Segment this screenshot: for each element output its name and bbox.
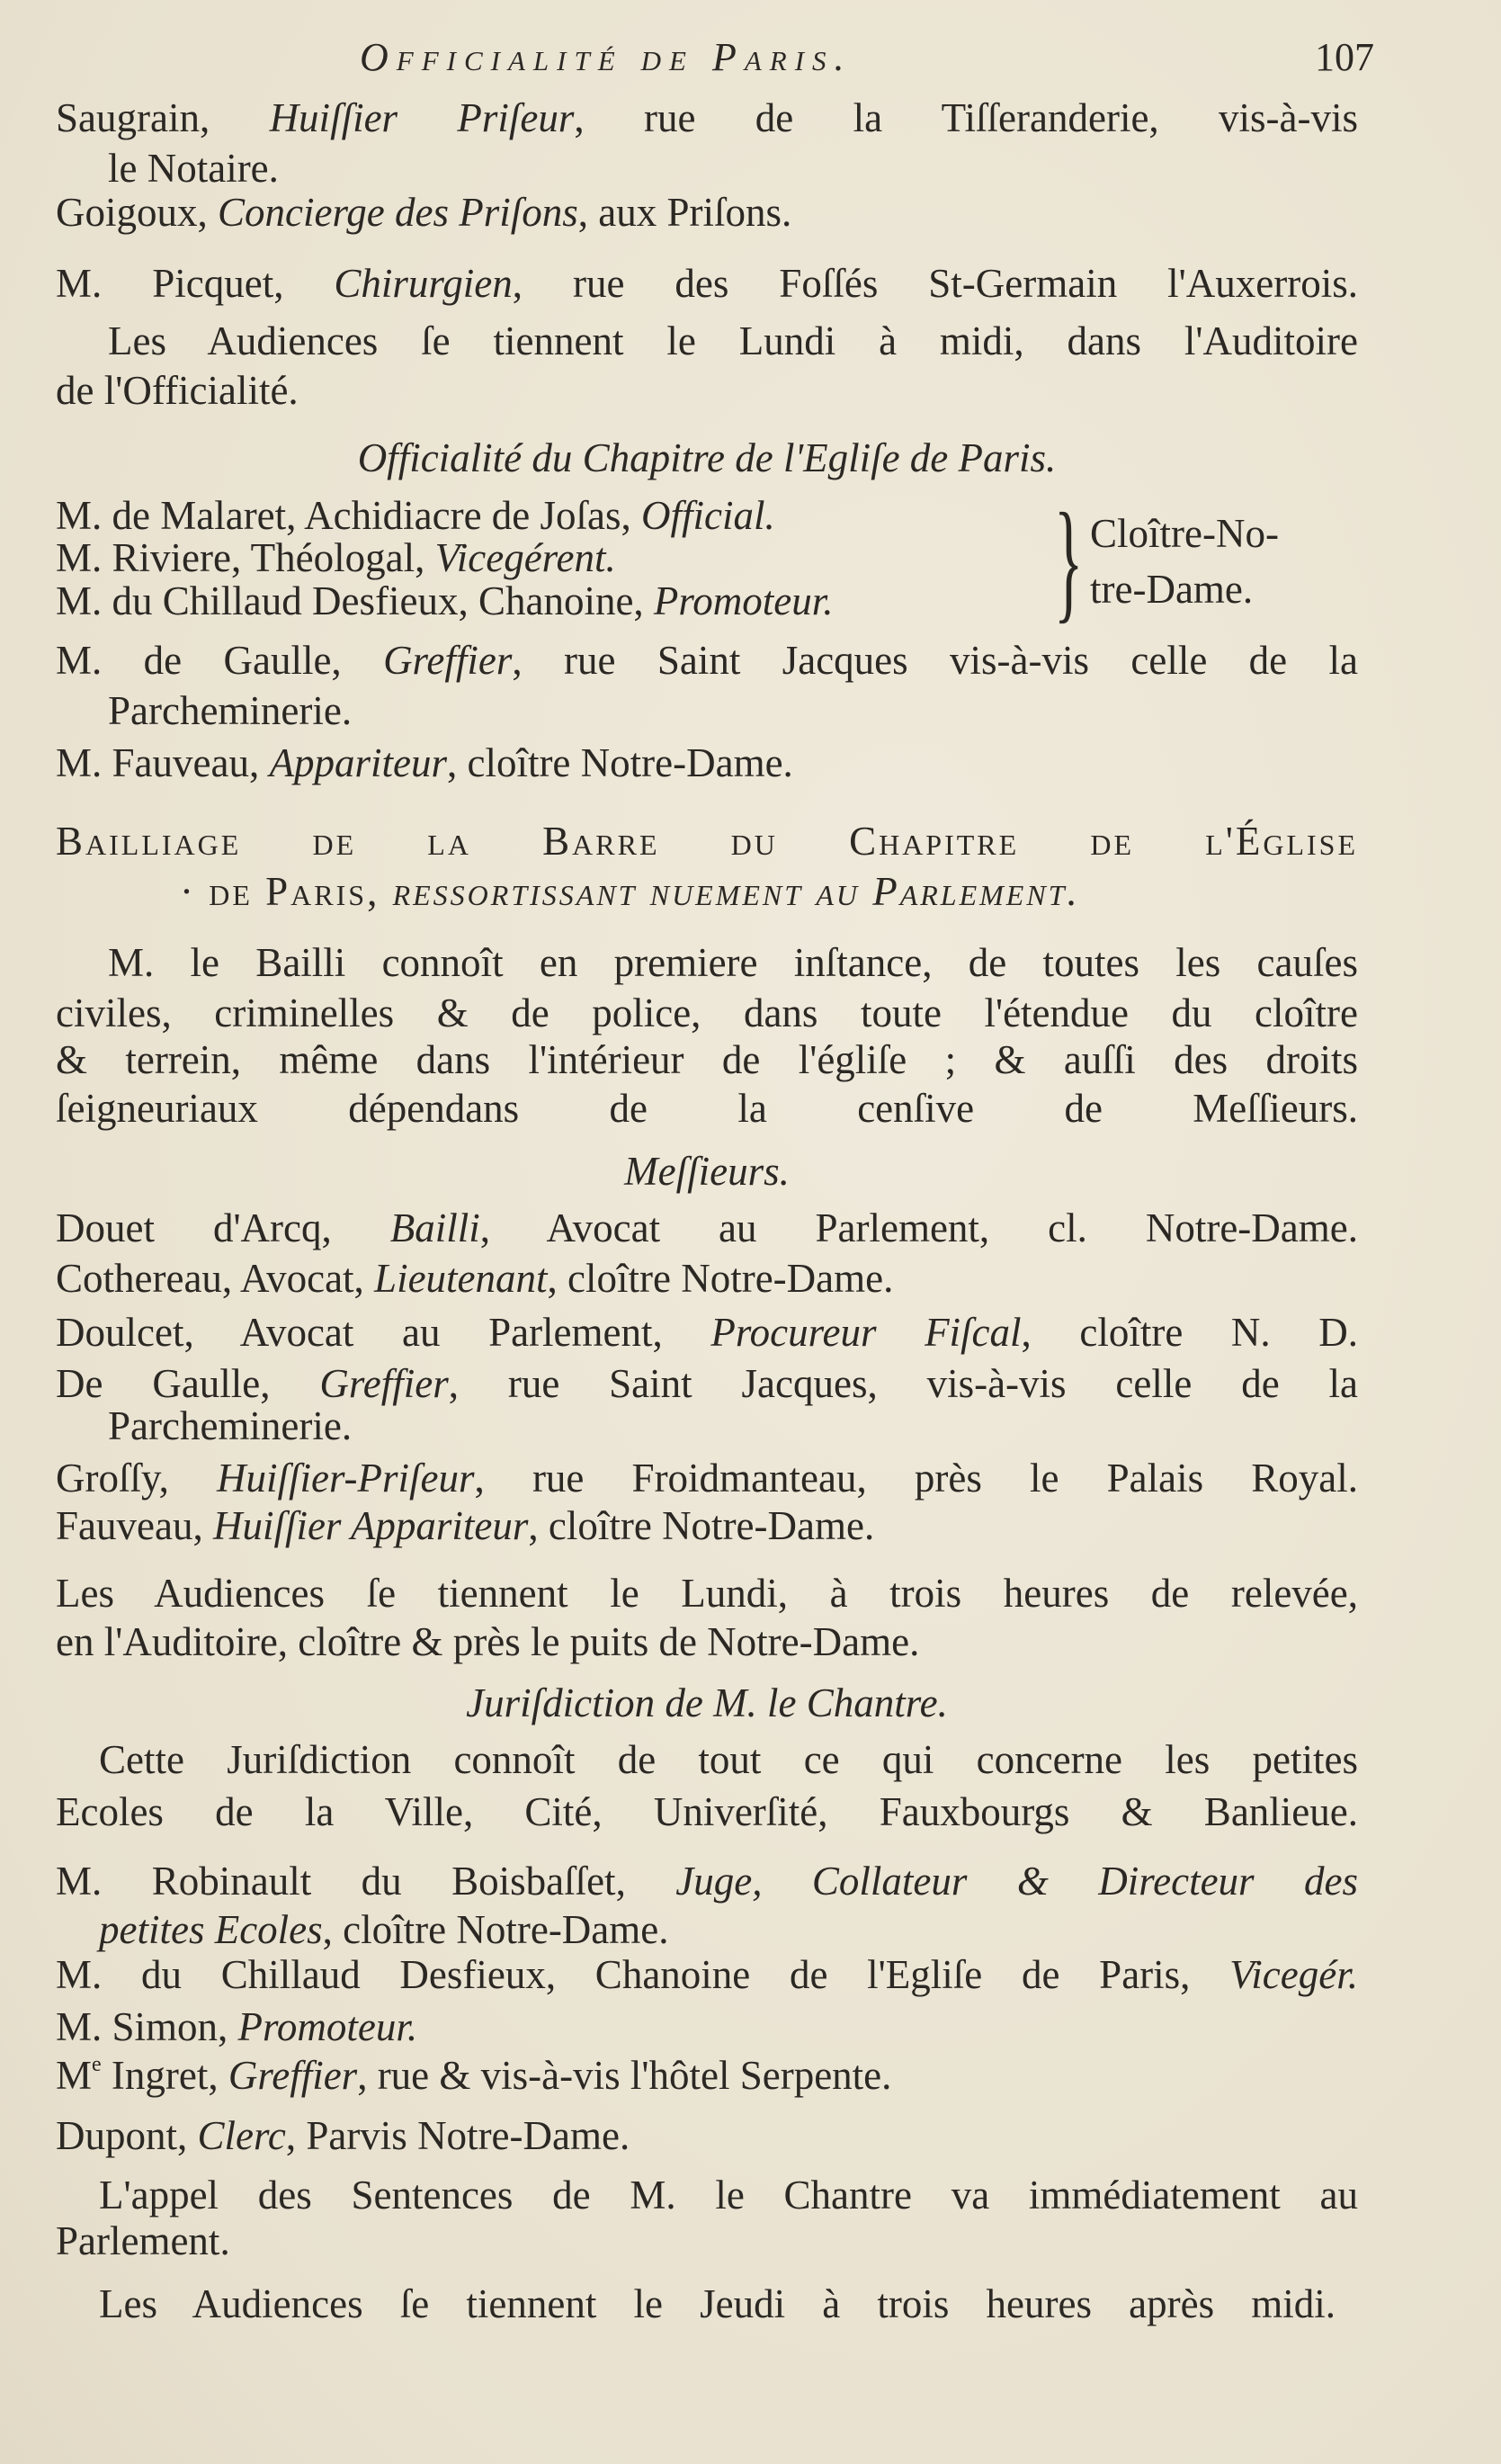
text-line <box>56 1147 1358 1196</box>
page-number: 107 <box>1315 35 1374 79</box>
text-segment: M. de Gaulle, <box>56 638 384 683</box>
text-line <box>108 1402 352 1450</box>
text-line <box>56 1679 1358 1727</box>
italic-text: Greffier <box>319 1361 449 1406</box>
italic-text: Juge, Collateur & Directeur des <box>675 1859 1358 1904</box>
text-segment: Ingret, <box>101 2053 228 2098</box>
text-line <box>99 1905 669 1954</box>
text-line <box>108 144 279 193</box>
text-line <box>56 1569 1358 1617</box>
text-line <box>56 1454 1358 1502</box>
text-line <box>180 867 1080 916</box>
text-segment: en l'Auditoire, cloître & près le puits de Notre-Dame. <box>56 1619 920 1664</box>
text-segment: Cothereau, Avocat, <box>56 1256 375 1301</box>
text-segment: M. de Malaret, Achidiacre de Joſas, <box>56 493 642 538</box>
text-line <box>56 434 1358 482</box>
text-segment: de l'Officialité. <box>56 368 299 413</box>
text-segment: le Notaire. <box>108 146 279 191</box>
text-segment: Ecoles de la Ville, Cité, Univerſité, Fauxbourgs & Banlieue. <box>56 1789 1358 1834</box>
italic-text: Huiſſier Priſeur <box>269 95 575 140</box>
text-line <box>108 938 1358 987</box>
right-brace: } <box>1054 486 1084 635</box>
text-line <box>56 259 1358 308</box>
italic-text: Procureur Fiſcal <box>710 1310 1022 1355</box>
italic-text: Vicegérent. <box>434 535 616 580</box>
text-line <box>56 94 1358 142</box>
text-segment: Les Audiences ſe tiennent le Lundi, à trois heures de relevée, <box>56 1571 1358 1616</box>
italic-text: Concierge des Priſons <box>218 190 578 235</box>
text-segment: , cloître N. D. <box>1021 1310 1358 1355</box>
text-segment: Les Audiences ſe tiennent le Jeudi à trois heures après midi. <box>99 2281 1336 2326</box>
text-line <box>56 739 793 787</box>
text-segment: Les Audiences ſe tiennent le Lundi à midi, dans l'Auditoire <box>108 318 1358 363</box>
text-segment: , Avocat au Parlement, cl. Notre-Dame. <box>479 1205 1358 1250</box>
text-line <box>56 2051 891 2100</box>
text-segment: M. Picquet, <box>56 261 335 306</box>
italic-text: Huiſſier-Priſeur <box>216 1456 475 1501</box>
text-line <box>56 577 834 625</box>
text-line <box>56 1788 1358 1836</box>
text-line <box>56 1035 1358 1084</box>
text-segment: De Gaulle, <box>56 1361 320 1406</box>
text-segment: Goigoux, <box>56 190 218 235</box>
text-segment: L'appel des Sentences de M. le Chantre va immédiatement au <box>99 2173 1358 2218</box>
italic-text: Greffier <box>383 638 513 683</box>
text-segment: , Parvis Notre-Dame. <box>285 2113 630 2158</box>
text-line <box>56 188 791 237</box>
text-segment: M. du Chillaud Desfieux, Chanoine de l'Egliſe de Paris, <box>56 1952 1230 1997</box>
text-line <box>56 366 299 415</box>
text-segment: , rue de la Tiſſeranderie, vis-à-vis <box>574 95 1358 140</box>
text-segment: Bailliage de la Barre du Chapitre de l'Église <box>56 819 1358 864</box>
italic-text: petites Ecoles <box>99 1907 323 1952</box>
text-segment: , cloître Notre-Dame. <box>547 1256 894 1301</box>
italic-text: Huiſſier Appariteur <box>212 1503 529 1548</box>
text-line <box>99 1735 1358 1784</box>
text-line <box>56 989 1358 1037</box>
text-line <box>56 2217 230 2265</box>
italic-text: Promoteur. <box>237 2004 418 2049</box>
text-segment: M. le Bailli connoît en premiere inſtance, de toutes les cauſes <box>108 940 1358 985</box>
text-line <box>56 2111 630 2160</box>
text-segment: Parcheminerie. <box>108 688 353 733</box>
text-segment: Fauveau, <box>56 1503 213 1548</box>
text-segment: M. Riviere, Théologal, <box>56 535 435 580</box>
text-line <box>56 1308 1358 1357</box>
italic-text: Lieutenant <box>374 1256 548 1301</box>
text-segment: , rue Saint Jacques vis-à-vis celle de la <box>512 638 1358 683</box>
italic-text: Meſſieurs. <box>624 1149 790 1194</box>
text-line <box>56 533 616 582</box>
text-line <box>56 1617 919 1666</box>
text-segment: , cloître Notre-Dame. <box>446 740 793 785</box>
text-segment: Saugrain, <box>56 95 270 140</box>
text-segment: e <box>92 2053 102 2076</box>
text-segment: Parcheminerie. <box>108 1403 353 1448</box>
brace-note-line-1: Cloître-No- <box>1090 511 1279 556</box>
brace-note-line-2: tre-Dame. <box>1090 567 1254 612</box>
italic-text: Official. <box>641 493 775 538</box>
text-line <box>56 1254 893 1303</box>
text-line <box>56 1501 874 1550</box>
italic-text: Officialité du Chapitre de l'Egliſe de Paris. <box>357 435 1057 480</box>
text-line <box>56 636 1358 685</box>
text-line <box>56 1204 1358 1252</box>
text-segment: Parlement. <box>56 2218 230 2263</box>
text-line <box>56 1084 1358 1133</box>
text-segment: M. Simon, <box>56 2004 238 2049</box>
text-segment: , cloître Notre-Dame. <box>528 1503 875 1548</box>
italic-text: Greffier <box>228 2053 358 2098</box>
italic-text: Appariteur <box>269 740 447 785</box>
text-segment: Cette Juriſdiction connoît de tout ce qui concerne les petites <box>99 1737 1358 1782</box>
text-segment: , rue Saint Jacques, vis-à-vis celle de la <box>448 1361 1358 1406</box>
text-segment: , rue des Foſſés St-Germain l'Auxerrois. <box>512 261 1358 306</box>
text-segment: , rue Froidmanteau, près le Palais Royal. <box>474 1456 1358 1501</box>
text-line <box>108 686 352 735</box>
text-line <box>56 491 775 540</box>
text-segment: Doulcet, Avocat au Parlement, <box>56 1310 711 1355</box>
text-line <box>99 2280 1336 2328</box>
text-segment: ſeigneuriaux dépendans de la cenſive de Meſſieurs. <box>56 1086 1358 1131</box>
text-line <box>56 1950 1358 1999</box>
italic-text: Clerc <box>197 2113 286 2158</box>
italic-text: Bailli <box>389 1205 480 1250</box>
text-segment: , aux Priſons. <box>577 190 792 235</box>
text-segment: civiles, criminelles & de police, dans toute l'étendue du cloître <box>56 990 1358 1035</box>
text-segment: M <box>56 2053 93 2098</box>
text-line <box>99 2171 1358 2219</box>
text-segment: · de Paris, <box>180 869 393 914</box>
running-header: Officialité de Paris. <box>360 35 853 79</box>
text-line <box>56 2003 417 2051</box>
text-segment: Douet d'Arcq, <box>56 1205 390 1250</box>
text-segment: Dupont, <box>56 2113 198 2158</box>
italic-text: Vicegér. <box>1229 1952 1358 1997</box>
text-line <box>108 317 1358 365</box>
text-segment: M. Robinault du Boisbaſſet, <box>56 1859 676 1904</box>
text-line <box>56 817 1358 865</box>
italic-text: reſſortiſſant nuement au Parlement. <box>392 869 1080 914</box>
text-segment: M. Fauveau, <box>56 740 270 785</box>
text-line <box>56 1359 1358 1408</box>
text-segment: , rue & vis-à-vis l'hôtel Serpente. <box>357 2053 892 2098</box>
italic-text: Juriſdiction de M. le Chantre. <box>466 1680 948 1725</box>
italic-text: Chirurgien <box>334 261 513 306</box>
text-line <box>56 1857 1358 1905</box>
italic-text: Promoteur. <box>653 578 834 623</box>
text-segment: M. du Chillaud Desfieux, Chanoine, <box>56 578 654 623</box>
text-segment: & terrein, même dans l'intérieur de l'égliſe ; & auſſi des droits <box>56 1037 1358 1082</box>
text-segment: Groſſy, <box>56 1456 217 1501</box>
text-segment: , cloître Notre-Dame. <box>322 1907 669 1952</box>
